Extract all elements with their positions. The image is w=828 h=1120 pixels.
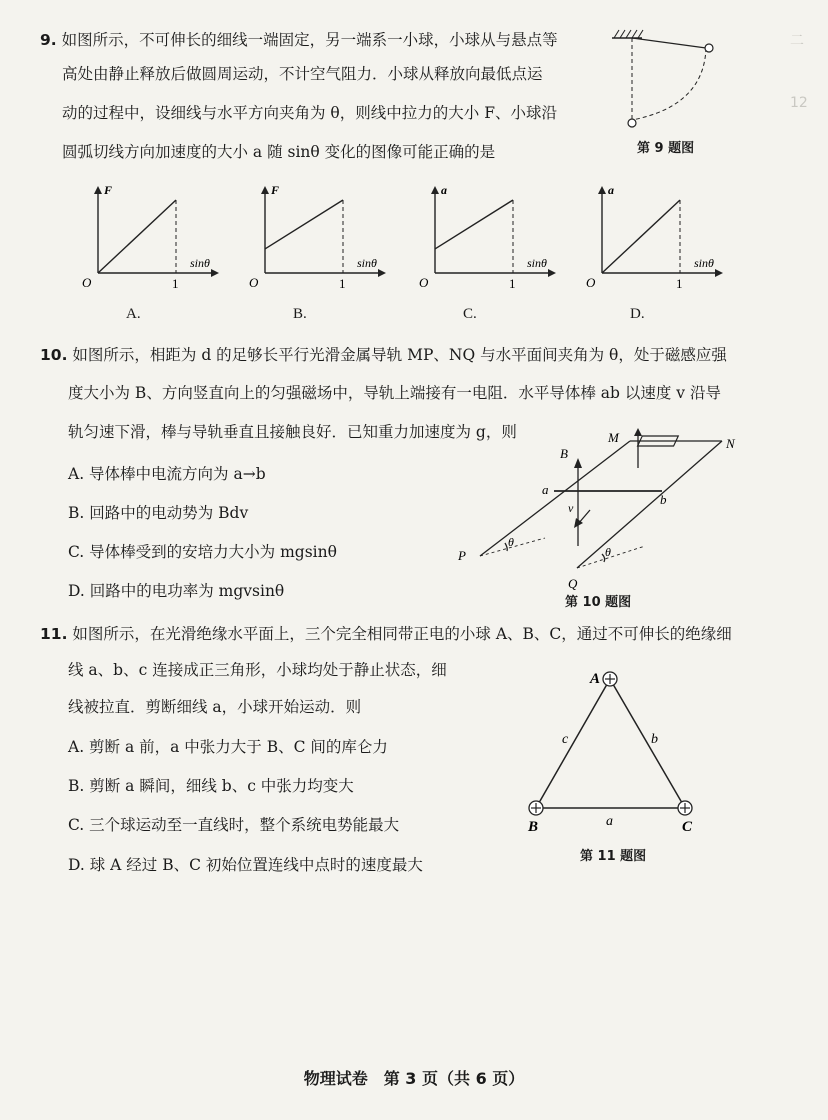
q11-option-c[interactable]: C. 三个球运动至一直线时，整个系统电势能最大	[68, 816, 400, 834]
label-theta-1: θ	[508, 535, 514, 549]
arc-path	[632, 48, 706, 120]
q10-number: 10.	[40, 346, 68, 364]
label-ball-a: A	[590, 671, 601, 687]
q11-line-1	[40, 624, 732, 644]
rail-mp	[480, 441, 630, 556]
q9-graph-a	[78, 178, 228, 293]
origin-label: O	[82, 275, 92, 290]
q10-rail-figure	[450, 428, 750, 593]
x-axis-label: sinθ	[694, 256, 714, 270]
ball-b	[529, 801, 543, 815]
q9-graph-c	[415, 178, 565, 293]
label-m: M	[608, 430, 619, 445]
q11-number: 11.	[40, 625, 68, 643]
q9-line-3: 动的过程中，设细线与水平方向夹角为 θ，则线中拉力的大小 F、小球沿	[62, 104, 557, 122]
ceiling-hatch	[612, 30, 643, 38]
q11-figure-caption: 第 11 题图	[580, 849, 647, 864]
q9-figure-caption: 第 9 题图	[637, 141, 695, 156]
graph-line	[265, 200, 343, 249]
q11-text: 如图所示，在光滑绝缘水平面上，三个完全相同带正电的小球 A、B、C，通过不可伸长的绝缘细	[72, 625, 732, 643]
q9-number: 9.	[40, 31, 57, 49]
label-thread-c: c	[562, 732, 569, 747]
y-arrowhead	[261, 186, 269, 194]
angle-arc-p	[505, 543, 507, 551]
x-axis-label: sinθ	[357, 256, 377, 270]
q11-line-2: 线 a、b、c 连接成正三角形，小球均处于静止状态，细	[68, 661, 447, 679]
string-line	[632, 38, 706, 48]
q11-option-a[interactable]: A. 剪断 a 前，a 中张力大于 B、C 间的库仑力	[68, 738, 388, 756]
tick-one-label: 1	[172, 276, 179, 291]
y-axis-label: F	[104, 183, 113, 197]
q10-option-d[interactable]: D. 回路中的电功率为 mgvsinθ	[68, 582, 285, 600]
y-arrowhead	[598, 186, 606, 194]
label-p: P	[458, 548, 466, 563]
b-arrowhead	[574, 458, 582, 468]
q10-option-a[interactable]: A. 导体棒中电流方向为 a→b	[68, 465, 266, 483]
q10-line-1	[40, 345, 727, 365]
tick-one-label: 1	[676, 276, 683, 291]
label-b-field: B	[560, 446, 568, 461]
origin-label: O	[249, 275, 259, 290]
q10-line-2: 度大小为 B、方向竖直向上的匀强磁场中，导轨上端接有一电阻．水平导体棒 ab 以速度 v 沿导	[68, 384, 721, 402]
q9-option-a[interactable]: A.	[126, 306, 141, 322]
q9-line-1	[40, 30, 558, 50]
label-q: Q	[568, 576, 578, 591]
q11-option-b[interactable]: B. 剪断 a 瞬间，细线 b、c 中张力均变大	[68, 777, 354, 795]
q9-line-2: 高处由静止释放后做圆周运动，不计空气阻力．小球从释放向最低点运	[62, 65, 543, 83]
label-a: a	[542, 482, 549, 497]
y-axis-label: F	[271, 183, 280, 197]
x-arrowhead	[715, 269, 723, 277]
q9-graph-b	[245, 178, 395, 293]
q9-option-c[interactable]: C.	[463, 306, 477, 322]
ball-bottom	[628, 119, 636, 127]
q11-triangle-figure	[518, 665, 708, 835]
thread-c	[536, 679, 610, 808]
x-arrowhead	[548, 269, 556, 277]
q10-figure-caption: 第 10 题图	[565, 595, 632, 610]
rail-nq	[577, 441, 722, 568]
bleed-through-text: 12	[790, 95, 808, 111]
q10-option-c[interactable]: C. 导体棒受到的安培力大小为 mgsinθ	[68, 543, 337, 561]
q10-line-3: 轨匀速下滑，棒与导轨垂直且接触良好．已知重力加速度为 g，则	[68, 423, 517, 441]
q10-option-b[interactable]: B. 回路中的电动势为 Bdv	[68, 504, 249, 522]
x-arrowhead	[211, 269, 219, 277]
y-axis-label: a	[608, 183, 614, 197]
label-b: b	[660, 492, 667, 507]
ball-a	[603, 672, 617, 686]
y-arrowhead	[431, 186, 439, 194]
q10-text: 如图所示，相距为 d 的足够长平行光滑金属导轨 MP、NQ 与水平面间夹角为 θ，处于磁感应强	[72, 346, 727, 364]
q9-pendulum-figure	[608, 26, 728, 141]
label-ball-c: C	[682, 819, 693, 835]
x-axis-label: sinθ	[190, 256, 210, 270]
origin-label: O	[586, 275, 596, 290]
label-n: N	[726, 436, 735, 451]
q9-line-4: 圆弧切线方向加速度的大小 a 随 sinθ 变化的图像可能正确的是	[62, 143, 496, 161]
label-ball-b: B	[528, 819, 539, 835]
label-theta-2: θ	[605, 545, 611, 559]
bleed-through-text: 二	[790, 33, 804, 49]
y-axis-label: a	[441, 183, 447, 197]
q11-option-d[interactable]: D. 球 A 经过 B、C 初始位置连线中点时的速度最大	[68, 856, 423, 874]
page-footer: 物理试卷 第 3 页（共 6 页）	[303, 1069, 525, 1088]
x-axis-label: sinθ	[527, 256, 547, 270]
label-thread-a: a	[606, 814, 613, 829]
tick-one-label: 1	[339, 276, 346, 291]
q9-option-d[interactable]: D.	[630, 306, 645, 322]
q9-graph-d	[582, 178, 732, 293]
label-thread-b: b	[651, 732, 658, 747]
y-arrowhead	[94, 186, 102, 194]
x-arrowhead	[378, 269, 386, 277]
q9-text: 如图所示，不可伸长的细线一端固定，另一端系一小球，小球从与悬点等	[61, 31, 558, 49]
q11-line-3: 线被拉直．剪断细线 a，小球开始运动．则	[68, 698, 362, 716]
b-arrowhead-2	[634, 428, 642, 436]
ball-c	[678, 801, 692, 815]
label-v: v	[568, 501, 574, 515]
tick-one-label: 1	[509, 276, 516, 291]
graph-line	[435, 200, 513, 249]
graph-line	[98, 200, 176, 273]
ball-start	[705, 44, 713, 52]
origin-label: O	[419, 275, 429, 290]
thread-b	[610, 679, 685, 808]
horizontal-ref-q	[577, 546, 645, 568]
q9-option-b[interactable]: B.	[293, 306, 307, 322]
graph-line	[602, 200, 680, 273]
